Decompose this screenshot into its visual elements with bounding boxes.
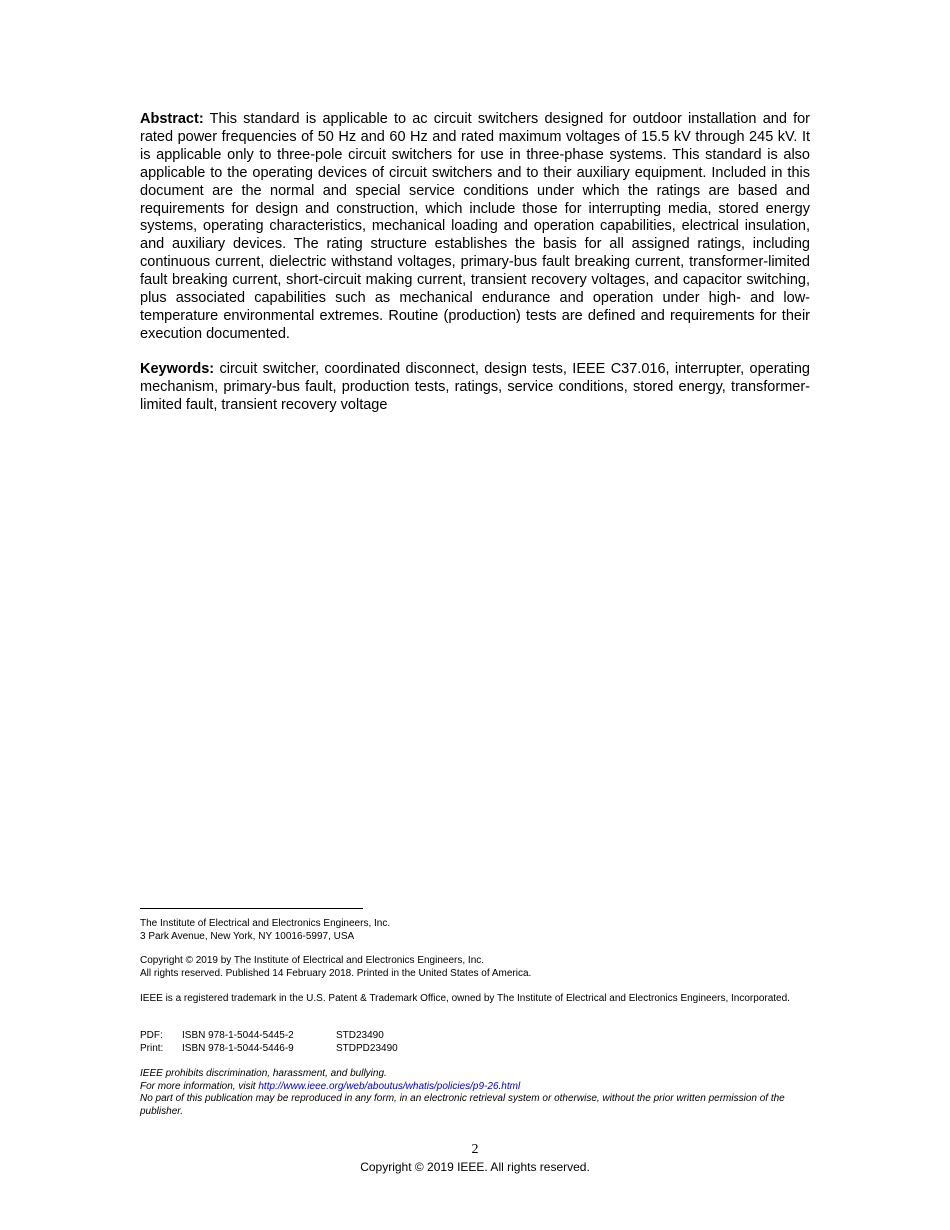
footnote-divider	[140, 908, 363, 909]
publisher-name: The Institute of Electrical and Electronics Engineers, Inc.	[140, 918, 391, 929]
abstract-text: This standard is applicable to ac circuit switchers designed for outdoor installation and for rated power frequencies of 50 Hz and 60 Hz and rated maximum voltages of 15.5 kV through 245 kV. It is applicable only to three-pole circuit switchers for use in three-phase systems. This standard is also applicable to the operating devices of circuit switchers and to their auxiliary equipment. Included in this document are the normal and special service conditions under which the ratings are based and requirements for design and construction, which include those for interrupting media, stored energy systems, operating characteristics, mechanical loading and operation capabilities, electrical insulation, and auxiliary devices. The rating structure establishes the basis for all assigned ratings, including continuous current, dielectric withstand voltages, primary-bus fault breaking current, transformer-limited fault breaking current, short-circuit making current, transient recovery voltages, and capacitor switching, plus associated capabilities such as mechanical endurance and operation under high- and low-temperature environmental extremes. Routine (production) tests are defined and requirements for their execution documented.	[140, 111, 810, 342]
keywords-label: Keywords:	[140, 361, 215, 377]
page-number: 2	[471, 1142, 479, 1157]
trademark-notice: IEEE is a registered trademark in the U.S. Patent & Trademark Office, owned by The Institute of Electrical and Electronics Engineers, Incorporated.	[140, 993, 790, 1004]
policy-line: IEEE prohibits discrimination, harassment, and bullying.	[140, 1068, 387, 1079]
copyright-block	[140, 955, 815, 980]
published-line: All rights reserved. Published 14 February 2018. Printed in the United States of America.	[140, 967, 532, 979]
more-info-line	[140, 1081, 815, 1094]
abstract-paragraph	[140, 111, 810, 344]
isbn-row-pdf	[140, 1030, 815, 1043]
publisher-address	[140, 918, 815, 943]
isbn-format: PDF:	[140, 1030, 163, 1041]
policy-link[interactable]: http://www.ieee.org/web/aboutus/whatis/policies/p9-26.html	[258, 1080, 521, 1092]
reproduction-notice: No part of this publication may be reproduced in any form, in an electronic retrieval system or otherwise, without the prior written permission of the publisher.	[140, 1093, 785, 1117]
isbn-code: STD23490	[336, 1030, 384, 1041]
keywords-text: circuit switcher, coordinated disconnect, design tests, IEEE C37.016, interrupter, operating mechanism, primary-bus fault, production tests, ratings, service conditions, stored energy, transformer-limited fault, transient recovery voltage	[140, 361, 810, 413]
isbn-format: Print:	[140, 1042, 164, 1054]
policy-block	[140, 1068, 815, 1118]
isbn-number: ISBN 978-1-5044-5446-9	[182, 1042, 294, 1054]
isbn-row-print	[140, 1043, 815, 1056]
isbn-number: ISBN 978-1-5044-5445-2	[182, 1030, 294, 1041]
publisher-street: 3 Park Avenue, New York, NY 10016-5997, USA	[140, 930, 355, 942]
page-copyright: Copyright © 2019 IEEE. All rights reserved.	[360, 1160, 590, 1174]
isbn-block	[140, 1030, 815, 1055]
isbn-code: STDPD23490	[336, 1042, 398, 1054]
keywords-paragraph	[140, 361, 810, 415]
more-info-prefix: For more information, visit	[140, 1080, 259, 1092]
copyright-line: Copyright © 2019 by The Institute of Electrical and Electronics Engineers, Inc.	[140, 955, 485, 966]
abstract-label: Abstract:	[140, 111, 204, 127]
